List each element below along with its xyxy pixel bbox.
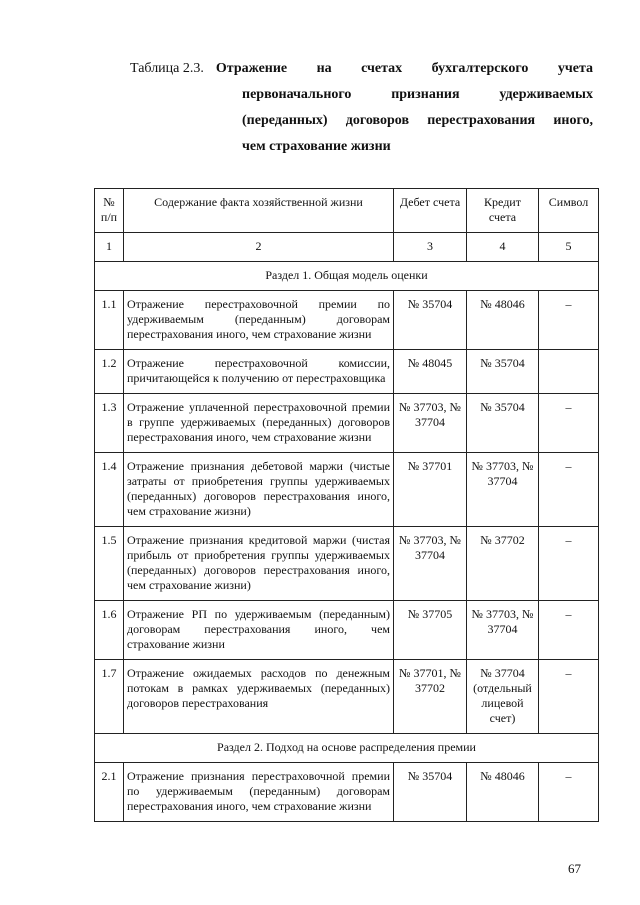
table-row (95, 453, 599, 527)
table-row (95, 350, 599, 394)
col-number: 4 (467, 233, 539, 262)
table-row (95, 763, 599, 822)
row-description: Отражение РП по удерживаемым (переданным) договорам перестрахования иного, чем страхование жизни (124, 601, 394, 660)
row-credit: № 48046 (467, 291, 539, 350)
row-debit: № 48045 (394, 350, 467, 394)
row-debit: № 37701 (394, 453, 467, 527)
header-description: Содержание факта хозяйственной жизни (124, 189, 394, 233)
row-symbol: – (539, 763, 599, 822)
row-number: 1.4 (95, 453, 124, 527)
row-debit: № 37701, № 37702 (394, 660, 467, 734)
row-description: Отражение уплаченной перестраховочной премии в группе удерживаемых (переданных) договоров перестрахования иного, чем страхование жизни (124, 394, 394, 453)
row-symbol: – (539, 453, 599, 527)
row-symbol: – (539, 660, 599, 734)
row-number: 1.7 (95, 660, 124, 734)
row-credit: № 35704 (467, 394, 539, 453)
caption-line-3: (переданных) договоров перестрахования иного, (242, 113, 593, 128)
row-description: Отражение признания перестраховочной премии по удерживаемым (переданным) договорам перестрахования иного, чем страхование жизни (124, 763, 394, 822)
table-row (95, 291, 599, 350)
col-number: 3 (394, 233, 467, 262)
row-credit: № 48046 (467, 763, 539, 822)
caption-line-2: первоначального признания удерживаемых (242, 87, 593, 102)
accounting-table (94, 188, 599, 822)
row-description: Отражение признания кредитовой маржи (чистая прибыль от приобретения группы удерживаемых (переданных) договоров перестрахования иного, чем страхование жизни) (124, 527, 394, 601)
row-number: 1.6 (95, 601, 124, 660)
caption-line-1: Отражение на счетах бухгалтерского учета (215, 61, 593, 76)
row-number: 2.1 (95, 763, 124, 822)
page-number: 67 (568, 861, 581, 876)
row-credit: № 35704 (467, 350, 539, 394)
table-row (95, 601, 599, 660)
table-header-row (95, 189, 599, 233)
row-debit: № 35704 (394, 763, 467, 822)
section-2-title: Раздел 2. Подход на основе распределения премии (95, 734, 599, 763)
row-description: Отражение перестраховочной премии по удерживаемым (переданным) договорам перестрахования иного, чем страхование жизни (124, 291, 394, 350)
header-number: № п/п (95, 189, 124, 233)
header-credit: Кредит счета (467, 189, 539, 233)
table-row (95, 527, 599, 601)
row-symbol (539, 350, 599, 394)
col-number: 1 (95, 233, 124, 262)
section-1-title: Раздел 1. Общая модель оценки (95, 262, 599, 291)
col-number: 2 (124, 233, 394, 262)
row-debit: № 37703, № 37704 (394, 394, 467, 453)
caption-label: Таблица 2.3. (130, 61, 204, 76)
header-debit: Дебет счета (394, 189, 467, 233)
row-credit: № 37702 (467, 527, 539, 601)
row-description: Отражение перестраховочной комиссии, причитающейся к получению от перестраховщика (124, 350, 394, 394)
section-2-row (95, 734, 599, 763)
section-1-row (95, 262, 599, 291)
row-symbol: – (539, 394, 599, 453)
row-symbol: – (539, 527, 599, 601)
row-credit: № 37703, № 37704 (467, 453, 539, 527)
row-credit: № 37703, № 37704 (467, 601, 539, 660)
column-number-row (95, 233, 599, 262)
row-symbol: – (539, 601, 599, 660)
row-number: 1.1 (95, 291, 124, 350)
table-caption (130, 56, 593, 160)
table-row (95, 394, 599, 453)
row-number: 1.3 (95, 394, 124, 453)
caption-line-4: чем страхование жизни (242, 139, 391, 154)
row-number: 1.5 (95, 527, 124, 601)
row-debit: № 35704 (394, 291, 467, 350)
row-debit: № 37705 (394, 601, 467, 660)
row-description: Отражение ожидаемых расходов по денежным потокам в рамках удерживаемых (переданных) договоров перестрахования (124, 660, 394, 734)
row-symbol: – (539, 291, 599, 350)
row-debit: № 37703, № 37704 (394, 527, 467, 601)
row-credit: № 37704 (отдельный лицевой счет) (467, 660, 539, 734)
table-row (95, 660, 599, 734)
row-number: 1.2 (95, 350, 124, 394)
header-symbol: Символ (539, 189, 599, 233)
col-number: 5 (539, 233, 599, 262)
row-description: Отражение признания дебетовой маржи (чистые затраты от приобретения группы удерживаемых (переданных) договоров перестрахования иного, чем страхование жизни) (124, 453, 394, 527)
